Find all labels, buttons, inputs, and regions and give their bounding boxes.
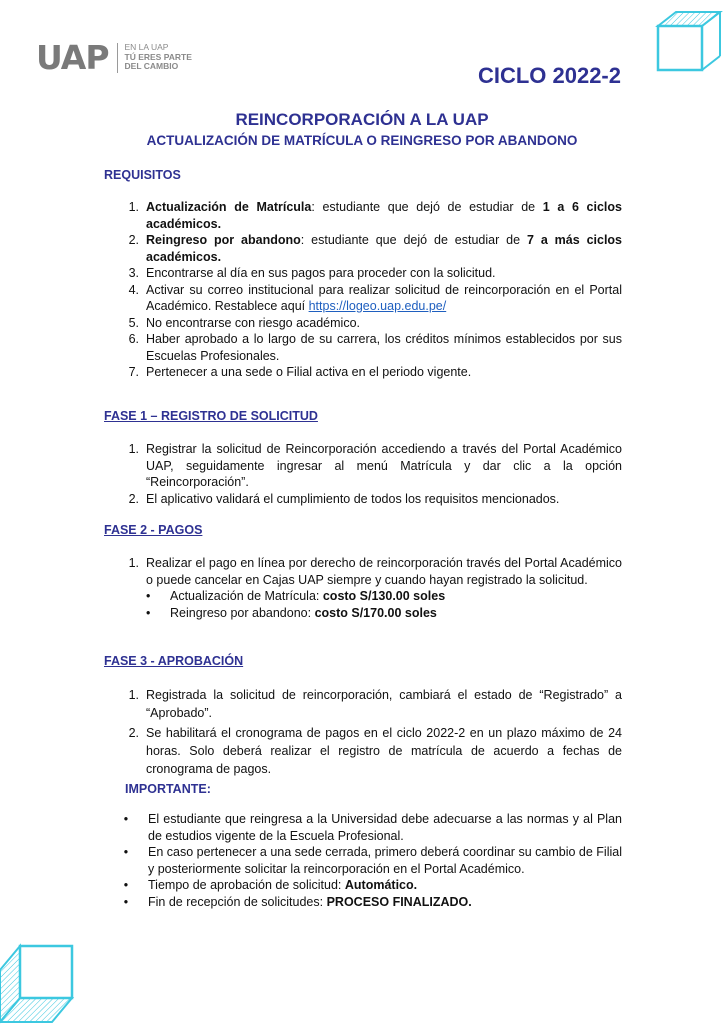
bullet-label: Reingreso por abandono:	[170, 605, 315, 620]
cube-decoration-bottom-left-icon	[0, 938, 76, 1024]
item-text: Activar su correo institucional para realizar solicitud de reincorporación en el Portal Académico. Restablece aquí	[146, 282, 622, 313]
item-text: : estudiante que dejó de estudiar de	[300, 233, 527, 247]
item-number: 7.	[128, 365, 139, 379]
item-text: Realizar el pago en línea por derecho de reincorporación través del Portal Académico o puede cancelar en Cajas UAP siempre y cuando hayan registrado la solicitud.	[146, 556, 622, 587]
fase3-list	[104, 686, 622, 778]
bullet-icon: •	[123, 845, 129, 859]
logo-tagline-line: DEL CAMBIO	[124, 61, 179, 72]
item-number: 1.	[128, 688, 139, 702]
bullet-item	[104, 811, 622, 844]
logo-tagline	[125, 43, 192, 72]
bullet-icon: •	[146, 605, 151, 620]
list-item	[104, 364, 622, 381]
bullet-cost: costo S/170.00 soles	[314, 605, 437, 620]
cube-decoration-top-right-icon	[648, 8, 724, 74]
bullet-icon: •	[123, 894, 129, 909]
cycle-label: CICLO 2022-2	[477, 63, 621, 88]
item-number: 4.	[128, 282, 139, 297]
list-item	[104, 724, 622, 778]
bullet-bold: PROCESO FINALIZADO.	[326, 894, 472, 909]
logo-tagline-line: TÚ ERES PARTE	[124, 51, 192, 62]
item-number: 2.	[128, 491, 139, 506]
item-bold: 7 a más ciclos académicos.	[146, 233, 623, 264]
bullet-item	[104, 894, 622, 911]
bullet-item	[146, 605, 622, 622]
bullet-item	[146, 588, 622, 605]
item-bold: Reingreso por abandono	[146, 233, 301, 247]
item-text: No encontrarse con riesgo académico.	[146, 315, 361, 330]
item-number: 1.	[128, 200, 139, 214]
fase2-list	[104, 555, 622, 621]
item-number: 2.	[128, 726, 139, 740]
logo-wordmark: UAP	[36, 38, 109, 77]
item-number: 1.	[128, 442, 139, 456]
item-text: Registrar la solicitud de Reincorporación accediendo a través del Portal Académico UAP, seguidamente ingresar al menú Matrícula y dar clic a la opción “Reincorporación”.	[146, 442, 622, 489]
list-item	[104, 199, 622, 232]
item-number: 1.	[128, 556, 139, 570]
list-item	[104, 555, 622, 588]
item-bold: Actualización de Matrícula	[146, 200, 312, 214]
item-number: 6.	[128, 332, 139, 346]
bullet-text: Tiempo de aprobación de solicitud:	[148, 878, 345, 892]
logo-divider	[117, 43, 118, 73]
page-title: REINCORPORACIÓN A LA UAP	[235, 110, 489, 129]
list-item	[104, 315, 622, 332]
item-number: 3.	[128, 266, 139, 280]
list-item	[104, 686, 622, 722]
list-item	[104, 265, 622, 282]
uap-logo	[36, 38, 192, 77]
item-number: 5.	[128, 315, 139, 330]
bullet-item	[104, 877, 622, 894]
item-text: Encontrarse al día en sus pagos para proceder con la solicitud.	[146, 266, 496, 280]
item-bold: 1 a 6 ciclos académicos.	[146, 200, 622, 231]
list-item	[104, 441, 622, 491]
item-number: 2.	[128, 233, 139, 247]
fase1-list	[104, 441, 622, 507]
importante-list	[104, 811, 622, 910]
bullet-text: El estudiante que reingresa a la Universidad debe adecuarse a las normas y al Plan de estudios vigente de la Escuela Profesional.	[148, 812, 622, 843]
fase1-heading: FASE 1 – REGISTRO DE SOLICITUD	[104, 409, 318, 423]
list-item	[104, 232, 622, 265]
requisitos-list	[104, 199, 622, 381]
logeo-link[interactable]: https://logeo.uap.edu.pe/	[308, 299, 447, 313]
bullet-icon: •	[123, 812, 129, 826]
bullet-icon: •	[123, 878, 129, 892]
item-text: Haber aprobado a lo largo de su carrera, los créditos mínimos establecidos por sus Escuelas Profesionales.	[146, 332, 622, 363]
fase3-heading: FASE 3 - APROBACIÓN	[104, 654, 244, 668]
fase2-heading: FASE 2 - PAGOS	[104, 523, 203, 537]
item-text: Se habilitará el cronograma de pagos en el ciclo 2022-2 en un plazo máximo de 24 horas. Solo deberá realizar el registro de matrícula de acuerdo a fechas de cronograma de pagos.	[146, 726, 622, 776]
bullet-bold: Automático.	[344, 878, 418, 892]
item-text: El aplicativo validará el cumplimiento de todos los requisitos mencionados.	[146, 491, 560, 506]
requisitos-heading: REQUISITOS	[104, 168, 181, 182]
item-text: : estudiante que dejó de estudiar de	[311, 200, 543, 214]
item-text: Pertenecer a una sede o Filial activa en el periodo vigente.	[146, 365, 472, 379]
list-item	[104, 282, 622, 315]
bullet-text: Fin de recepción de solicitudes:	[148, 894, 327, 909]
logo-tagline-line: EN LA UAP	[124, 42, 169, 53]
page-subtitle: ACTUALIZACIÓN DE MATRÍCULA O REINGRESO POR ABANDONO	[146, 133, 578, 148]
bullet-label: Actualización de Matrícula:	[170, 589, 323, 603]
list-item	[104, 331, 622, 364]
item-text: Registrada la solicitud de reincorporación, cambiará el estado de “Registrado” a “Aprobado”.	[146, 688, 622, 720]
bullet-item	[104, 844, 622, 877]
bullet-cost: costo S/130.00 soles	[322, 589, 446, 603]
importante-heading: IMPORTANTE:	[125, 782, 211, 796]
bullet-icon: •	[146, 589, 151, 603]
list-item	[104, 491, 622, 508]
bullet-text: En caso pertenecer a una sede cerrada, primero deberá coordinar su cambio de Filial y posteriormente solicitar la reincorporación en el Portal Académico.	[148, 845, 622, 876]
